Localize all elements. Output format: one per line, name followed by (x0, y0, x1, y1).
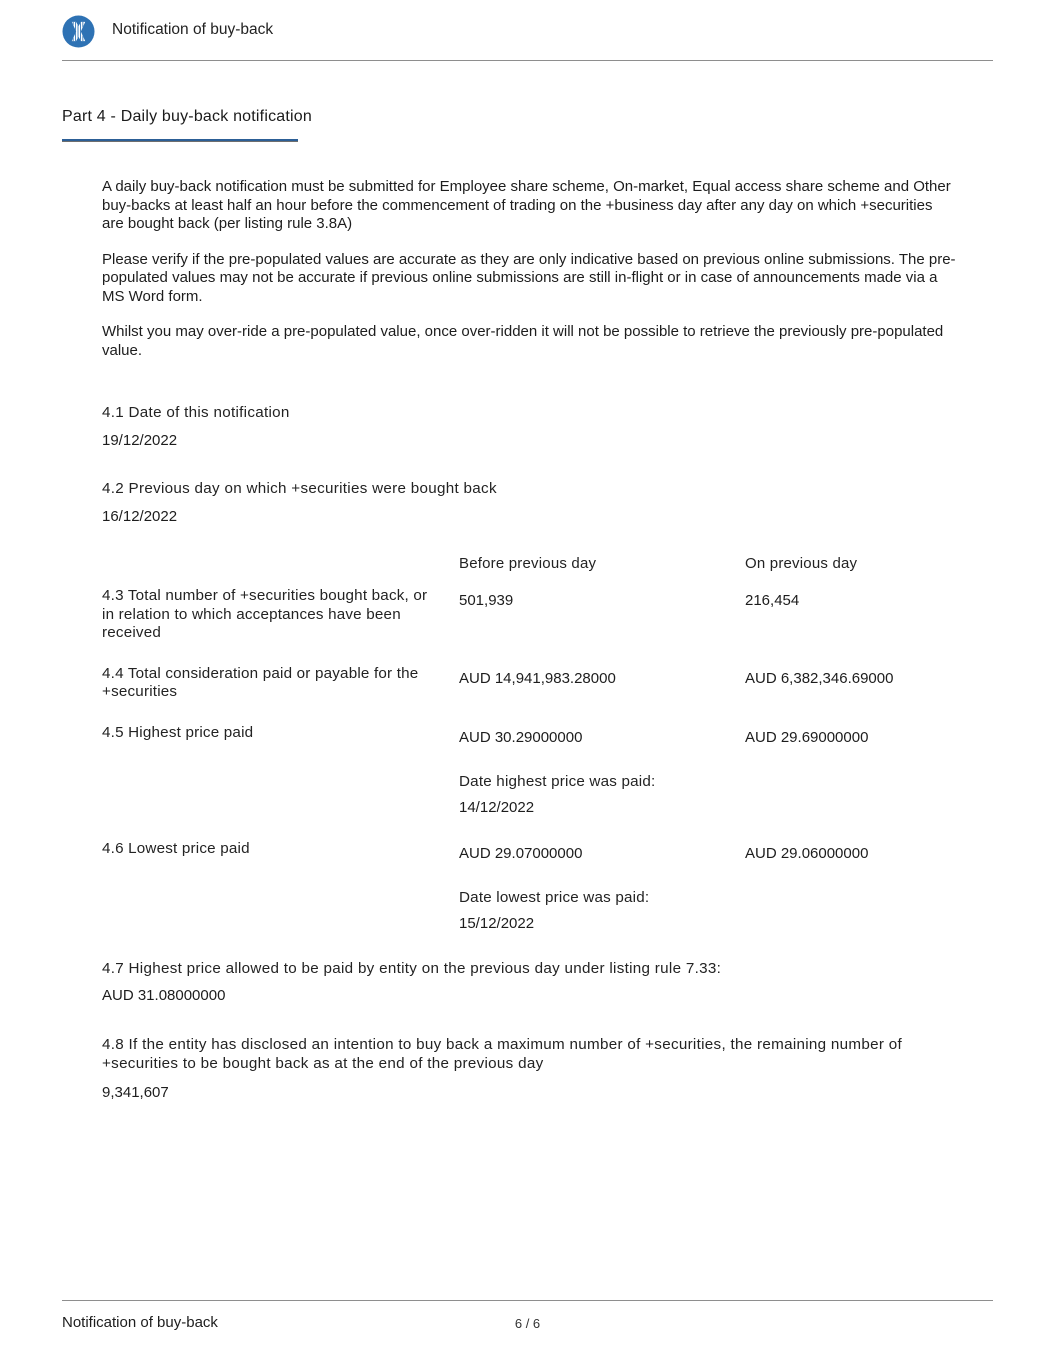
row-4-6-before-value: AUD 29.07000000 (459, 844, 583, 862)
row-4-3-before-value: 501,939 (459, 592, 514, 609)
question-4-8 (102, 1035, 993, 1101)
table-row-4-5 (102, 724, 993, 816)
row-4-6-date-label: Date lowest price was paid: (459, 888, 650, 906)
intro-paragraph-2: Please verify if the pre-populated values are accurate as they are only indicative based on previous online submissions. The pre-populated values may not be accurate if previous online submissions are still in-flight or in case of announcements made via a MS Word form. (102, 250, 956, 305)
question-4-7-label: 4.7 Highest price allowed to be paid by entity on the previous day under listing rule 7.33: (102, 959, 722, 977)
question-4-7-value: AUD 31.08000000 (102, 986, 226, 1004)
page-number: 6 / 6 (514, 1316, 541, 1331)
intro-paragraph-3: Whilst you may over-ride a pre-populated value, once over-ridden it will not be possible to retrieve the previously pre-populated value. (102, 323, 944, 359)
table-header-row (102, 555, 993, 572)
question-4-1-label: 4.1 Date of this notification (102, 404, 290, 421)
document-title: Notification of buy-back (112, 21, 274, 38)
row-4-6-label: 4.6 Lowest price paid (102, 839, 250, 857)
row-4-5-on-value: AUD 29.69000000 (745, 728, 869, 746)
row-4-4-on-value: AUD 6,382,346.69000 (745, 669, 894, 687)
row-4-3-label: 4.3 Total number of +securities bought back, or in relation to which acceptances have been received (102, 587, 428, 641)
row-4-6-date-block (459, 889, 745, 932)
intro-text (102, 178, 993, 360)
column-header-on-previous-day: On previous day (745, 555, 858, 572)
table-row-4-4 (102, 665, 993, 702)
asx-logo-icon (62, 15, 95, 48)
row-4-4-before-value: AUD 14,941,983.28000 (459, 669, 616, 687)
intro-paragraph-1: A daily buy-back notification must be submitted for Employee share scheme, On-market, Equal access share scheme and Other buy-backs at least half an hour before the commencement of trading on the +business day after any day on which +securities are bought back (per listing rule 3.8A) (102, 178, 951, 232)
question-4-1-value: 19/12/2022 (102, 432, 178, 449)
row-4-5-date-block (459, 773, 745, 816)
row-4-5-date-label: Date highest price was paid: (459, 772, 656, 790)
row-4-5-before-cell (459, 724, 745, 816)
row-4-4-label: 4.4 Total consideration paid or payable for the +securities (102, 664, 419, 700)
table-row-4-3 (102, 587, 993, 643)
row-4-3-on-value: 216,454 (745, 592, 800, 609)
question-4-1 (102, 403, 993, 449)
question-4-8-label: 4.8 If the entity has disclosed an intention to buy back a maximum number of +securities, the remaining number of +securities to be bought back as at the end of the previous day (102, 1035, 903, 1072)
row-4-6-date-value: 15/12/2022 (459, 914, 535, 932)
question-4-8-value: 9,341,607 (102, 1083, 169, 1101)
buyback-comparison-table (102, 555, 993, 932)
row-4-6-before-cell (459, 840, 745, 932)
section-title: Part 4 - Daily buy-back notification (62, 108, 312, 125)
question-4-2 (102, 479, 993, 525)
row-4-5-before-value: AUD 30.29000000 (459, 728, 583, 746)
page-header (62, 0, 993, 61)
question-4-2-value: 16/12/2022 (102, 508, 178, 525)
table-header-spacer (102, 555, 459, 572)
row-4-5-date-value: 14/12/2022 (459, 798, 535, 816)
footer-document-title: Notification of buy-back (62, 1314, 218, 1331)
form-content (102, 178, 993, 1101)
question-4-2-label: 4.2 Previous day on which +securities were bought back (102, 480, 497, 497)
section-title-underline (62, 139, 298, 142)
page-footer (62, 1300, 993, 1331)
column-header-before-previous-day: Before previous day (459, 555, 597, 572)
table-row-4-6 (102, 840, 993, 932)
question-4-7 (102, 959, 993, 1004)
row-4-5-label: 4.5 Highest price paid (102, 723, 254, 741)
row-4-6-on-value: AUD 29.06000000 (745, 844, 869, 862)
